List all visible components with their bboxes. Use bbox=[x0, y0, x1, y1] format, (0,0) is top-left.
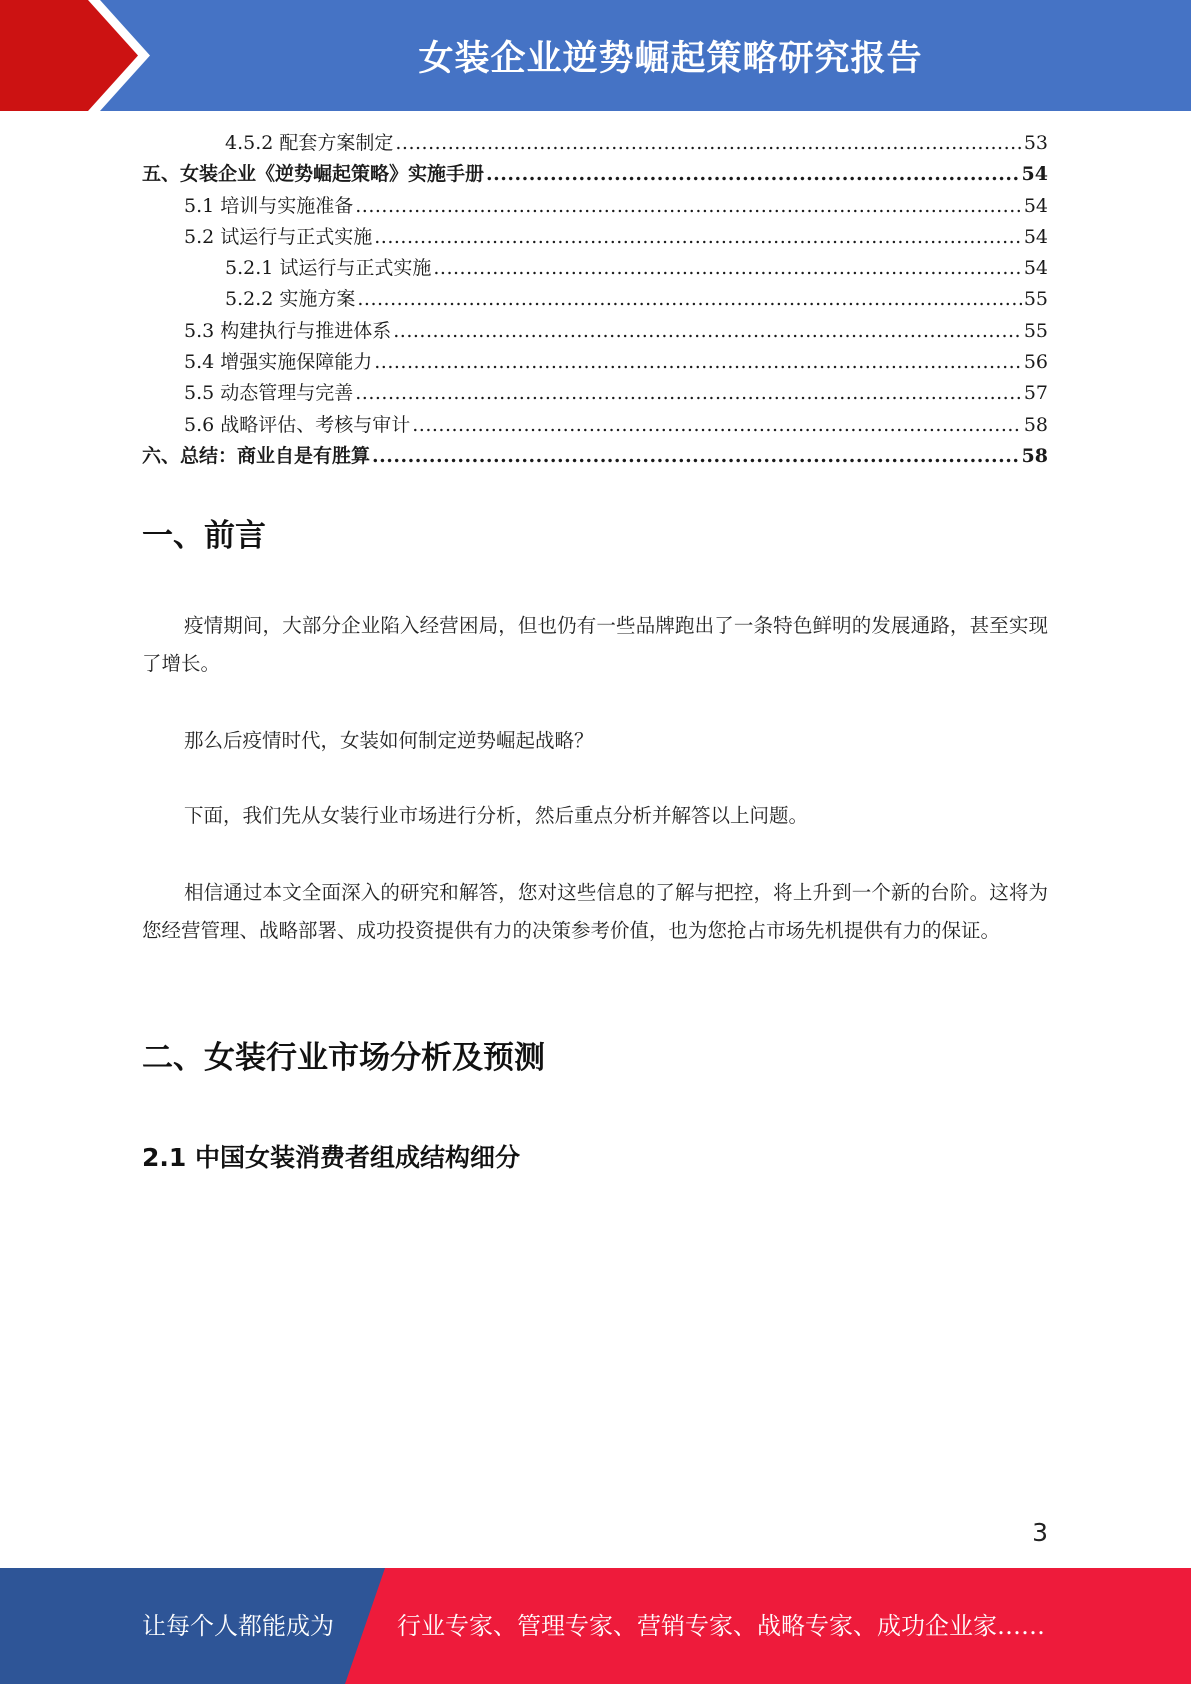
toc-entry[interactable] bbox=[142, 316, 1048, 347]
toc-entry-label: 5.6 战略评估、考核与审计 bbox=[184, 413, 411, 436]
toc-entry-label: 5.2.1 试运行与正式实施 bbox=[225, 257, 432, 280]
section-heading-preface: 一、前言 bbox=[142, 518, 266, 554]
toc-entry-label: 五、女装企业《逆势崛起策略》实施手册 bbox=[142, 163, 485, 186]
toc-entry-page: 54 bbox=[1021, 163, 1048, 186]
toc-entry[interactable] bbox=[142, 347, 1048, 378]
toc-entry[interactable] bbox=[142, 441, 1048, 472]
toc-entry-page: 54 bbox=[1023, 225, 1048, 248]
toc-leader-dots bbox=[374, 222, 1022, 253]
paragraph: 下面，我们先从女装行业市场进行分析，然后重点分析并解答以上问题。 bbox=[184, 804, 809, 827]
toc-entry-page: 53 bbox=[1023, 132, 1048, 154]
toc-leader-dots bbox=[372, 441, 1020, 472]
toc-entry-page: 58 bbox=[1021, 444, 1048, 467]
toc-entry[interactable] bbox=[142, 410, 1048, 441]
toc-entry-label: 5.2.2 实施方案 bbox=[225, 288, 356, 311]
toc-entry-label: 5.5 动态管理与完善 bbox=[184, 382, 354, 405]
toc-leader-dots bbox=[395, 128, 1021, 159]
paragraph: 疫情期间，大部分企业陷入经营困局，但也仍有一些品牌跑出了一条特色鲜明的发展通路，甚至实现了增长。 bbox=[142, 614, 1048, 675]
paragraph: 相信通过本文全面深入的研究和解答，您对这些信息的了解与把控，将上升到一个新的台阶。这将为您经营管理、战略部署、成功投资提供有力的决策参考价值，也为您抢占市场先机提供有力的保证。 bbox=[142, 881, 1048, 942]
subsection-heading: 2.1 中国女装消费者组成结构细分 bbox=[142, 1143, 520, 1172]
toc-entry-label: 六、总结：商业自是有胜算 bbox=[142, 444, 371, 467]
toc-entry-label: 5.3 构建执行与推进体系 bbox=[184, 319, 392, 342]
toc-entry[interactable] bbox=[142, 191, 1048, 222]
toc-entry[interactable] bbox=[142, 253, 1048, 284]
toc-entry[interactable] bbox=[142, 222, 1048, 253]
toc-entry-page: 54 bbox=[1023, 257, 1048, 280]
toc-entry[interactable] bbox=[142, 284, 1048, 315]
table-of-contents bbox=[142, 128, 1048, 472]
toc-entry[interactable] bbox=[142, 159, 1048, 190]
toc-entry-page: 56 bbox=[1023, 351, 1048, 374]
toc-leader-dots bbox=[412, 410, 1022, 441]
toc-entry-page: 57 bbox=[1023, 382, 1048, 405]
toc-leader-dots bbox=[357, 284, 1021, 315]
page-header bbox=[0, 0, 1191, 111]
toc-entry-label: 5.4 增强实施保障能力 bbox=[184, 351, 373, 374]
toc-entry-page: 55 bbox=[1023, 288, 1048, 311]
toc-entry-label: 4.5.2 配套方案制定 bbox=[225, 132, 394, 154]
footer-slogan-left: 让每个人都能成为 bbox=[142, 1612, 334, 1640]
toc-entry-page: 54 bbox=[1023, 194, 1048, 217]
toc-entry-page: 58 bbox=[1023, 413, 1048, 436]
toc-leader-dots bbox=[374, 347, 1022, 378]
toc-leader-dots bbox=[433, 253, 1021, 284]
toc-leader-dots bbox=[355, 191, 1022, 222]
report-title: 女装企业逆势崛起策略研究报告 bbox=[418, 38, 923, 79]
toc-entry-label: 5.1 培训与实施准备 bbox=[184, 194, 354, 217]
paragraph: 那么后疫情时代，女装如何制定逆势崛起战略？ bbox=[184, 729, 594, 752]
toc-leader-dots bbox=[355, 378, 1022, 409]
toc-entry[interactable] bbox=[142, 378, 1048, 409]
header-arrow-decoration bbox=[0, 0, 170, 111]
toc-leader-dots bbox=[486, 159, 1020, 190]
page-footer bbox=[0, 1568, 1191, 1684]
toc-entry-label: 5.2 试运行与正式实施 bbox=[184, 225, 373, 248]
section-heading-market-analysis: 二、女装行业市场分析及预测 bbox=[142, 1040, 545, 1076]
footer-slogan-right: 行业专家、管理专家、营销专家、战略专家、成功企业家…… bbox=[397, 1612, 1045, 1640]
toc-entry[interactable] bbox=[142, 128, 1048, 159]
toc-leader-dots bbox=[393, 316, 1022, 347]
page-number: 3 bbox=[1032, 1518, 1048, 1547]
toc-entry-page: 55 bbox=[1023, 319, 1048, 342]
